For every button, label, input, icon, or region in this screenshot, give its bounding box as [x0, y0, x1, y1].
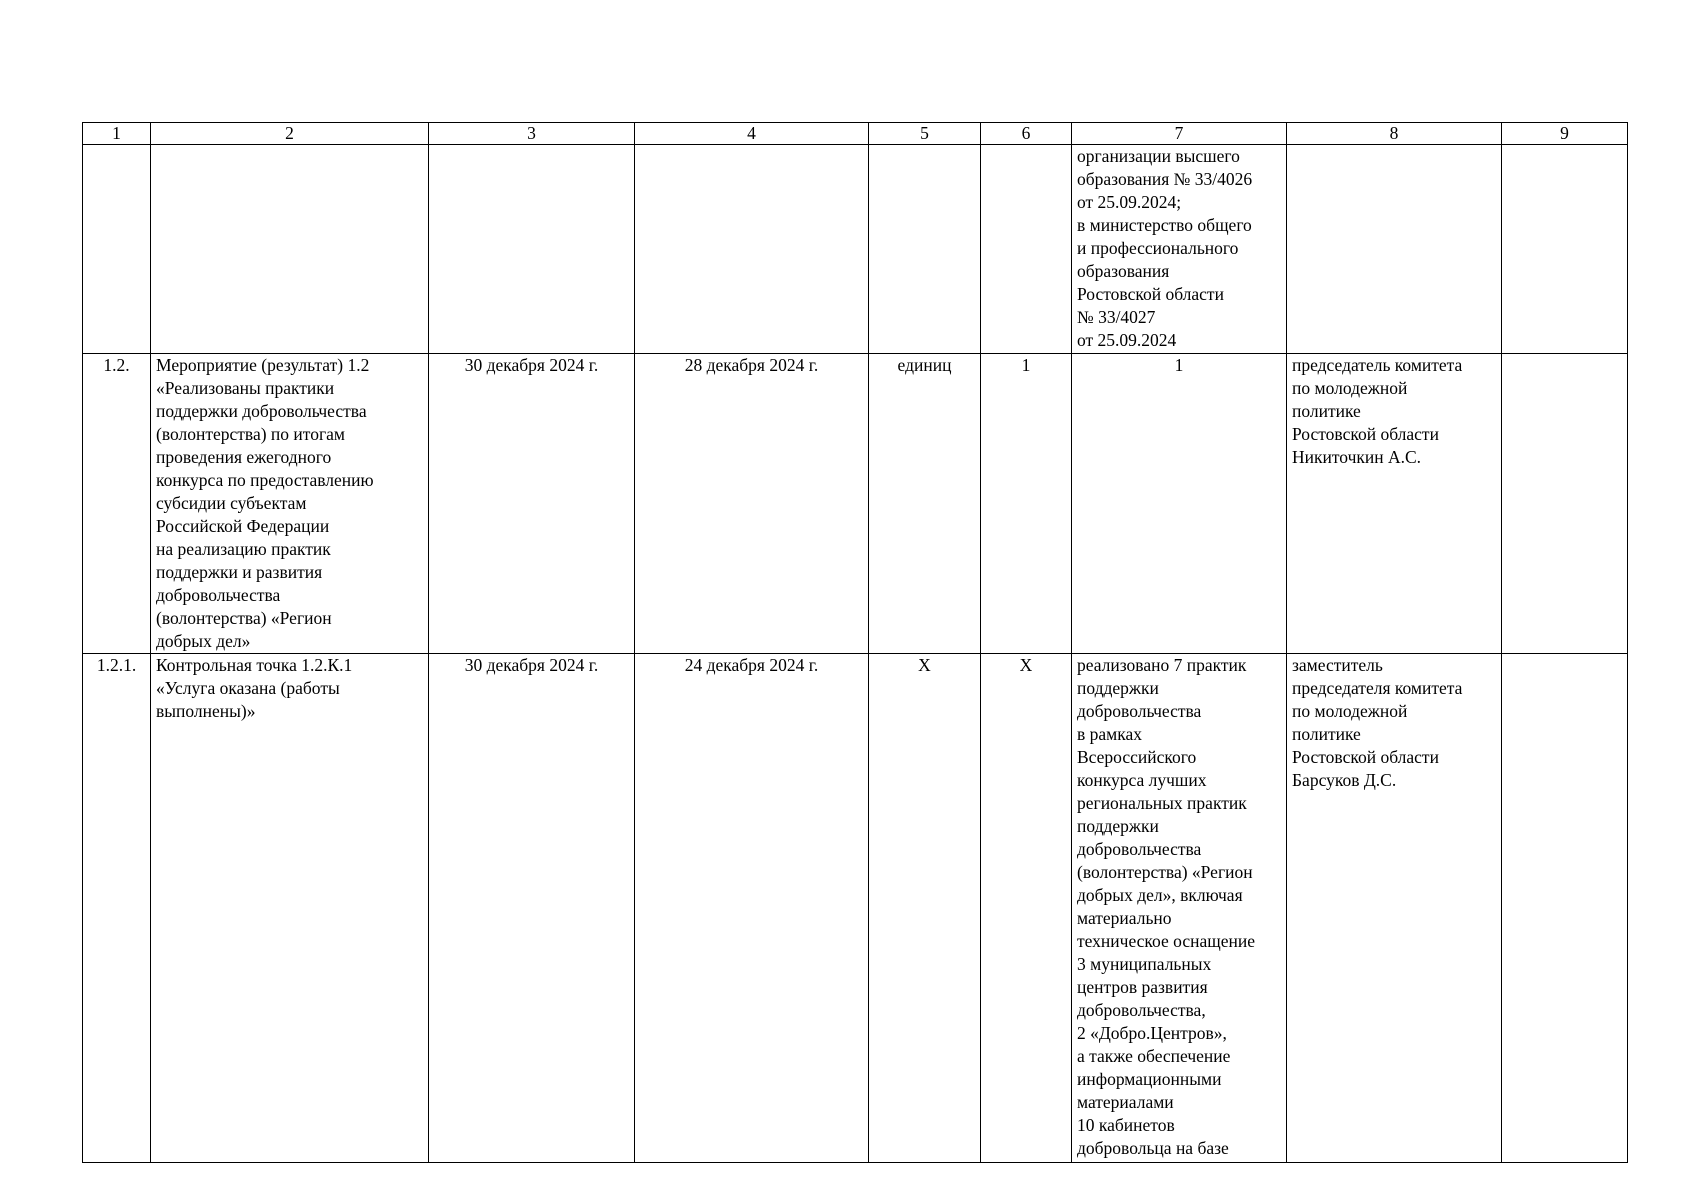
- planned-date-cell: [429, 145, 635, 354]
- row-number-cell: 1.2.1.: [83, 654, 151, 1163]
- column-number-1: 1: [83, 123, 151, 145]
- row-number-cell: [83, 145, 151, 354]
- actual-value-cell: реализовано 7 практик поддержки добровольчества в рамках Всероссийского конкурса лучших региональных практик поддержки добровольчества (волонтерства) «Регион добрых дел», включая материально техническое оснащение 3 муниципальных центров развития добровольчества, 2 «Добро.Центров», а также обеспечение информационными материалами 10 кабинетов добровольца на базе: [1072, 654, 1287, 1163]
- note-cell: [1502, 354, 1628, 654]
- unit-cell: единиц: [869, 354, 981, 654]
- event-name-cell: Мероприятие (результат) 1.2 «Реализованы практики поддержки добровольчества (волонтерства) по итогам проведения ежегодного конкурса по предоставлению субсидии субъектам Российской Федерации на реализацию практик поддержки и развития добровольчества (волонтерства) «Регион добрых дел»: [151, 354, 429, 654]
- planned-value-cell: [981, 145, 1072, 354]
- responsible-cell: председатель комитета по молодежной политике Ростовской области Никиточкин А.С.: [1287, 354, 1502, 654]
- column-number-8: 8: [1287, 123, 1502, 145]
- responsible-cell: заместитель председателя комитета по молодежной политике Ростовской области Барсуков Д.С.: [1287, 654, 1502, 1163]
- column-number-row: [83, 123, 1628, 145]
- actual-value-cell: 1: [1072, 354, 1287, 654]
- report-table: [82, 122, 1628, 1163]
- event-name-cell: [151, 145, 429, 354]
- column-number-4: 4: [635, 123, 869, 145]
- actual-date-cell: [635, 145, 869, 354]
- planned-date-cell: 30 декабря 2024 г.: [429, 354, 635, 654]
- responsible-cell: [1287, 145, 1502, 354]
- actual-date-cell: 24 декабря 2024 г.: [635, 654, 869, 1163]
- planned-value-cell: Х: [981, 654, 1072, 1163]
- note-cell: [1502, 654, 1628, 1163]
- planned-value-cell: 1: [981, 354, 1072, 654]
- column-number-5: 5: [869, 123, 981, 145]
- table-row: [83, 354, 1628, 654]
- actual-date-cell: 28 декабря 2024 г.: [635, 354, 869, 654]
- event-name-cell: Контрольная точка 1.2.К.1 «Услуга оказана (работы выполнены)»: [151, 654, 429, 1163]
- table-row: [83, 654, 1628, 1163]
- planned-date-cell: 30 декабря 2024 г.: [429, 654, 635, 1163]
- table-row: [83, 145, 1628, 354]
- unit-cell: Х: [869, 654, 981, 1163]
- column-number-9: 9: [1502, 123, 1628, 145]
- note-cell: [1502, 145, 1628, 354]
- unit-cell: [869, 145, 981, 354]
- column-number-7: 7: [1072, 123, 1287, 145]
- row-number-cell: 1.2.: [83, 354, 151, 654]
- column-number-6: 6: [981, 123, 1072, 145]
- column-number-2: 2: [151, 123, 429, 145]
- actual-value-cell: организации высшего образования № 33/4026 от 25.09.2024; в министерство общего и профессионального образования Ростовской области № 33/4027 от 25.09.2024: [1072, 145, 1287, 354]
- column-number-3: 3: [429, 123, 635, 145]
